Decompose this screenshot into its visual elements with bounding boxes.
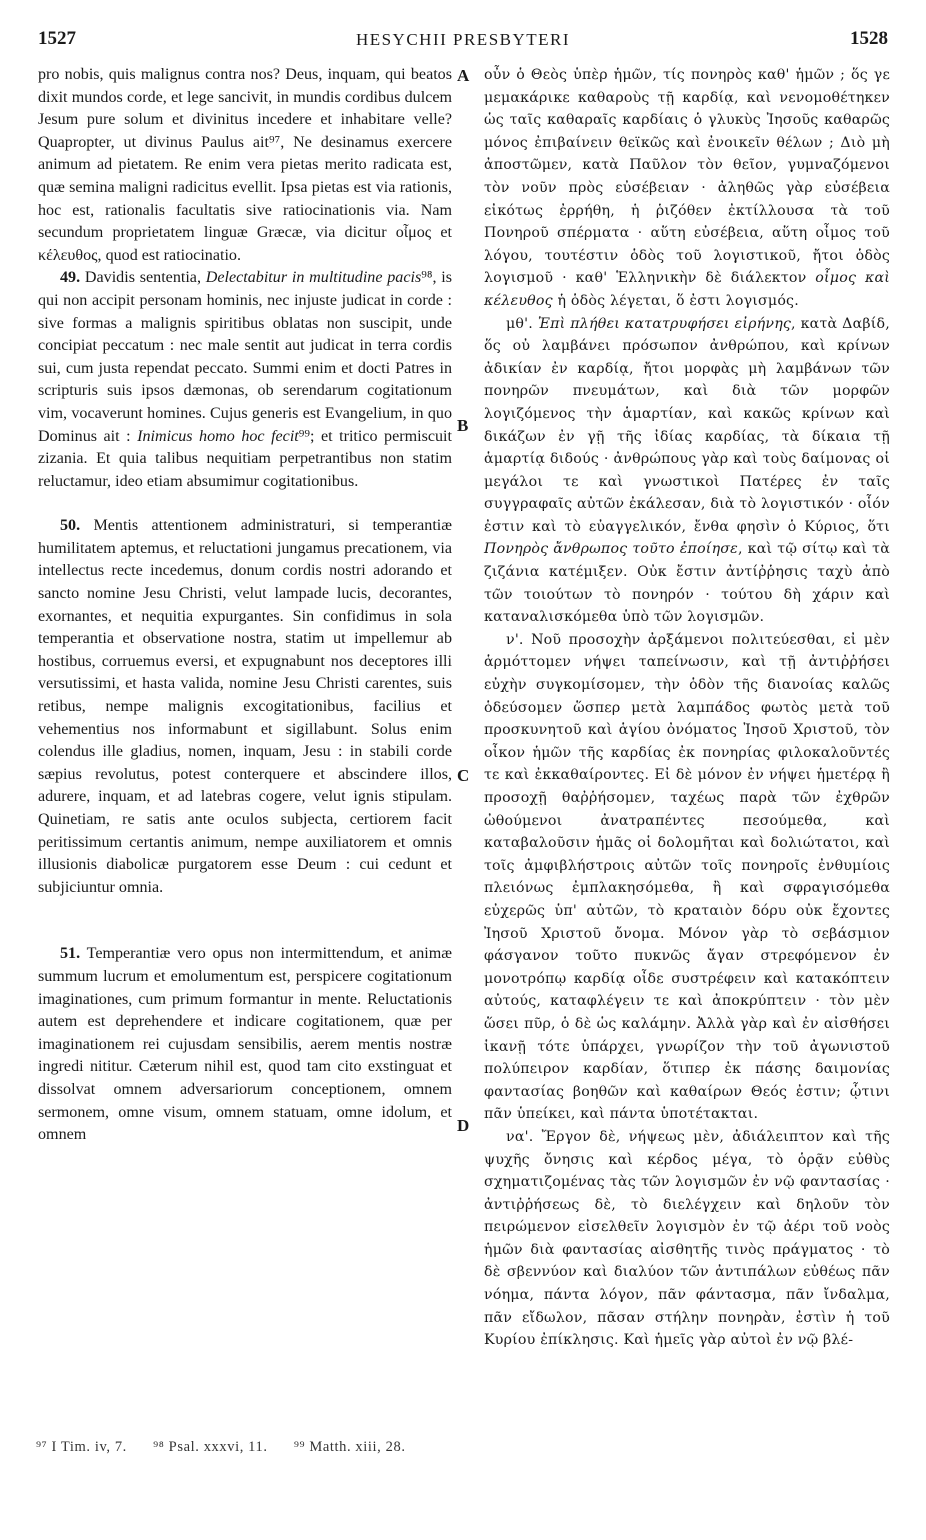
latin-text: Mentis attentionem administraturi, si temperantiæ humilitatem aptemus, et reluctationi jungamus precationem, via intellectus recte incedemus, donum cordis nostri adorando et sancto nomine Jesu Christi, velut lampade lucis, decorantes, exornantes, et nequitia expurgantes. Sin confidimus in sola temperantia et observatione nostra, statim ut impellemur ab hostibus, corruemus eversi, et expugnabunt nos deceptores illi versutissimi, et hasta valida, nomine Jesu Christi carentes, suis retibus, nempe malignis excogitationibus, facilius et vehementius nos informabunt et sigillabunt. Solus enim colendus ille gladius, nomen, inquam, Jesu : in stabili corde sæpius revolutus, potest conterquere et abscindere illos, adurere, inquam, et ad latebras cogere, velut ignis stipulam. Quinetiam, re satis ante oculos subjecta, certiorem facit peritissimum certantis animum, nempe auxiliatorem et omnis illusionis diabolicæ purgatorem esse Deum : cui cedunt et subjiciuntur omnia. <box>38 517 452 896</box>
margin-marker-c: C <box>457 766 470 785</box>
greek-italic: οἶμος καὶ κέλευθος <box>484 270 890 309</box>
section-number: 51. <box>60 945 81 963</box>
margin-marker-a: A <box>457 66 470 85</box>
latin-section-50 <box>38 515 452 899</box>
running-title: HESYCHII PRESBYTERI <box>355 30 571 49</box>
scripture-quote: Πονηρὸς ἄνθρωπος τοῦτο ἐποίησε <box>484 541 738 558</box>
scripture-quote: Ἐπὶ πλήθει κατατρυφήσει εἰρήνης <box>532 315 792 332</box>
greek-section-50 <box>484 629 890 1126</box>
latin-column <box>38 64 452 1147</box>
greek-text: , καὶ τῷ σίτῳ καὶ τὰ ζιζάνια κατέμιξεν. Οὐκ ἔστιν ἀντίῤῥησις ταχὺ ἀπὸ τῶν τοιούτων τὸ πονηρόν · τούτου δὴ χάριν καὶ καταναλισκόμεθα ὑπὸ τῶν λογισμῶν. <box>484 541 890 626</box>
latin-text: Davidis sententia, <box>80 269 206 287</box>
footnote-99: ⁹⁹ Matth. xiii, 28. <box>293 1439 406 1455</box>
greek-column <box>484 64 890 1352</box>
greek-text: οὖν ὁ Θεὸς ὑπὲρ ἡμῶν, τίς πονηρὸς καθ' ἡμῶν ; ὅς γε μεμακάρικε καθαροὺς τῇ καρδίᾳ, καὶ νενομοθέτηκεν ὡς ταῖς καθαραῖς καρδίαις ὁ γλυκὺς Ἰησοῦς καθαρῶς μόνος ἐπιβαίνειν θεϊκῶς καὶ ἐνοικεῖν θέλων ; Διὸ μὴ ἀποστῶμεν, κατὰ Παῦλον τὸν θεῖον, γυμναζόμενοι τὸν νοῦν πρὸς εὐσέβειαν · ἀληθῶς γὰρ εὐσέβεια εἰκότως ἐρρήθη, ἡ ῥιζόθεν ἐκτίλλουσα τὰ τοῦ Πονηροῦ σπέρματα · αὕτη εὐσέβεια, αὕτη οἶμος τοῦ λόγου, τουτέστιν ὁδὸς τοῦ λογιστικοῦ, ἤτοι ὁδὸς λογισμοῦ · καθ' Ἑλληνικὴν δὲ διάλεκτον <box>484 67 890 287</box>
section-number: ν'. <box>506 631 524 648</box>
latin-text: ⁹⁹; et tritico permiscuit zizania. Et quia talibus nequitiam perpetrantibus non statim reluctamur, ideo etiam absumimur cogitationibus. <box>38 427 452 490</box>
latin-section-49 <box>38 267 452 493</box>
greek-section-51 <box>484 1126 890 1352</box>
section-number: 49. <box>60 269 81 287</box>
latin-text: ⁹⁸, is qui non accipit personam hominis, nec injuste judicat in corde : sive formas a malignis spiritibus oblatas non suscipit, unde concipiat peccatum : nec male sentit aut judicat in terra cordis sui, cum justa rependat peccato. Summi enim et docti Patres in scripturis suis ipsos dæmonas, ob serendarum cogitationum vim, vocaverunt homines. Cujus generis est Evangelium, in quo Dominus ait : <box>38 269 452 445</box>
greek-text: , κατὰ Δαβίδ, ὅς οὐ λαμβάνει πρόσωπον ἀνθρώπου, καὶ κρίνων ἀδικίαν ἐν καρδίᾳ, ἤτοι μορφὰς μὴ λαμβάνων τῶν πονηρῶν πνευμάτων, καὶ διὰ τῶν μορφῶν λογιζόμενος τὴν ἁμαρτίαν, καὶ κακῶς κρίνων καὶ δικάζων ἐν γῇ τῆς ἰδίας καρδίας, τὰ δίκαια τῇ ἁμαρτίᾳ διδούς · ἀνθρώπους γὰρ καὶ τοὺς δαίμονας οἱ μεγάλοι τε καὶ γνωστικοὶ Πατέρες ἐν ταῖς συγγραφαῖς αὐτῶν ἐκάλεσαν, διὰ τὸ λογιστικόν · οἷόν ἐστιν καὶ τὸ εὐαγγελικόν, ἔνθα φησὶν ὁ Κύριος, ὅτι <box>484 315 890 535</box>
margin-marker-b: B <box>457 416 469 435</box>
greek-section-49 <box>484 313 890 629</box>
section-number: να'. <box>506 1128 534 1145</box>
page-number-left: 1527 <box>38 28 76 49</box>
footnote-97: ⁹⁷ I Tim. iv, 7. <box>36 1439 127 1455</box>
page-number-right: 1528 <box>850 28 888 49</box>
greek-paragraph-48-end <box>484 64 890 313</box>
footnote-98: ⁹⁸ Psal. xxxvi, 11. <box>153 1439 268 1455</box>
scripture-quote: Delectabitur in multitudine pacis <box>205 269 422 287</box>
section-number: μθ'. <box>506 315 533 332</box>
greek-text: Νοῦ προσοχὴν ἀρξάμενοι πολιτεύεσθαι, εἰ μὲν ἁρμόττομεν νήψει ταπείνωσιν, καὶ τῇ ἀντιῤῥήσει εὐχὴν συγκομίσομεν, τὴν ὁδὸν τῆς διανοίας καλῶς ὁδεύσομεν ὥσπερ μετὰ λαμπάδος φωτὸς μετὰ τοῦ προσκυνητοῦ καὶ ἁγίου ὀνόματος Ἰησοῦ Χριστοῦ, τὸν οἶκον ἡμῶν τῆς καρδίας ἐκ πονηρίας φιλοκαλοῦντές τε καὶ ἐκκαθαίροντες. Εἰ δὲ μόνον ἐν νήψει ἡμετέρᾳ ἢ προσοχῇ θαῤῥήσομεν, ταχέως παρὰ τῶν ἐχθρῶν ὠθούμενοι ἀνατραπέντες πεσούμεθα, καὶ καταβαλοῦσιν ἡμᾶς οἱ δολομῆται καὶ δολιώτατοι, καὶ τοῖς ἀμφιβλήστροις αὐτῶν τοῖς πονηροῖς ἐνθυμίοις πλειόνως ἐμπλακησόμεθα, ἢ καὶ σφραγισόμεθα εὐχερῶς ὑπ' αὐτῶν, τὸ κραταιὸν δόρυ οὐκ ἔχοντες Ἰησοῦ Χριστοῦ ὄνομα. Μόνον γὰρ τὸ σεβάσμιον φάσγανον τοῦτο πυκνῶς ἄγαν στρεφόμενον ἐν μονοτρόπῳ καρδίᾳ οἶδε συστρέφειν καὶ κατακόπτειν αὐτούς, καταφλέγειν τε καὶ ἀποκρύπτειν · τὸν μὲν ὥσει πῦρ, ὁ δὲ ὡς καλάμην. Ἀλλὰ γὰρ καὶ ἐν αἰσθήσει ἱκανῇ τότε ὑπάρχει, γνωρίζον τὴν τοῦ ἀγωνιστοῦ πολύπειρον καρδίαν, ὅτιπερ ἐκ πάσης δαιμονίας φαντασίας βοηθῶν καὶ καθαίρων Θεός ἐστιν; ᾧτινι πᾶν ὑπείκει, καὶ πάντα ὑποτέτακται. <box>484 631 890 1123</box>
running-header <box>38 28 888 58</box>
section-number: 50. <box>60 517 81 535</box>
latin-section-51 <box>38 943 452 1146</box>
latin-paragraph-48-end: pro nobis, quis malignus contra nos? Deus, inquam, qui beatos dixit mundos corde, et lege sancivit, in mundis cordibus dulcem Jesum pure solum et divinitus incedere et inhabitare velle? Quapropter, ut divinus Paulus ait⁹⁷, Ne desinamus exercere animum ad pietatem. Re enim vera pietas merito radicata est, quæ semina maligni radicitus evellit. Ipsa pietas est via rationis, hoc est, rationalis facultatis sive ratiocinationis via. Nam secundum proprietatem linguæ Græcæ, via dicitur οἶμος et κέλευθος, quod est ratiocinatio. <box>38 66 452 264</box>
scripture-quote: Inimicus homo hoc fecit <box>137 427 299 445</box>
margin-marker-d: D <box>457 1116 470 1135</box>
latin-text: Temperantiæ vero opus non intermittendum, et animæ summum lucrum et emolumentum est, perspicere cogitationum imaginationes, cum primum formantur in mente. Reluctationis autem est deprehendere et indicare cogitationem, quæ per imaginationem rei cujusdam sensibilis, aerem mentis nostræ ingredi nititur. Cæterum nihil est, quod tam cito exstinguat et dissolvat omnem adversariorum conceptionem, omnem sermonem, omne visum, omnem statuam, omne idolum, et omnem <box>38 945 452 1144</box>
footnotes <box>36 1439 428 1456</box>
greek-text: Ἔργον δὲ, νήψεως μὲν, ἀδιάλειπτον καὶ τῆς ψυχῆς ὄνησις καὶ κέρδος μέγα, τὸ ὁρᾷν εὐθὺς σχηματιζομένας τὰς τῶν λογισμῶν ἐν νῷ φαντασίας · ἀντιῤῥήσεως δὲ, τὸ διελέγχειν καὶ δηλοῦν τὸν πειρώμενον εἰσελθεῖν λογισμὸν ἐν τῷ ἀέρι τοῦ νοὸς ἡμῶν διὰ φαντασίας αἰσθητῆς τινὸς πράγματος · τὸ δὲ σβεννύον καὶ διαλύον τῶν ἀντιπάλων εὐθέως πᾶν νόημα, πάντα λόγον, πᾶν φάντασμα, πᾶν ἴνδαλμα, πᾶν εἴδωλον, πᾶσαν στήλην πονηρὰν, ἐστὶν ἡ τοῦ Κυρίου ἐπίκλησις. Καὶ ἡμεῖς γὰρ αὐτοὶ ἐν νῷ βλέ- <box>484 1128 890 1349</box>
greek-text: ἡ ὁδὸς λέγεται, ὅ ἐστι λογισμός. <box>552 292 799 309</box>
